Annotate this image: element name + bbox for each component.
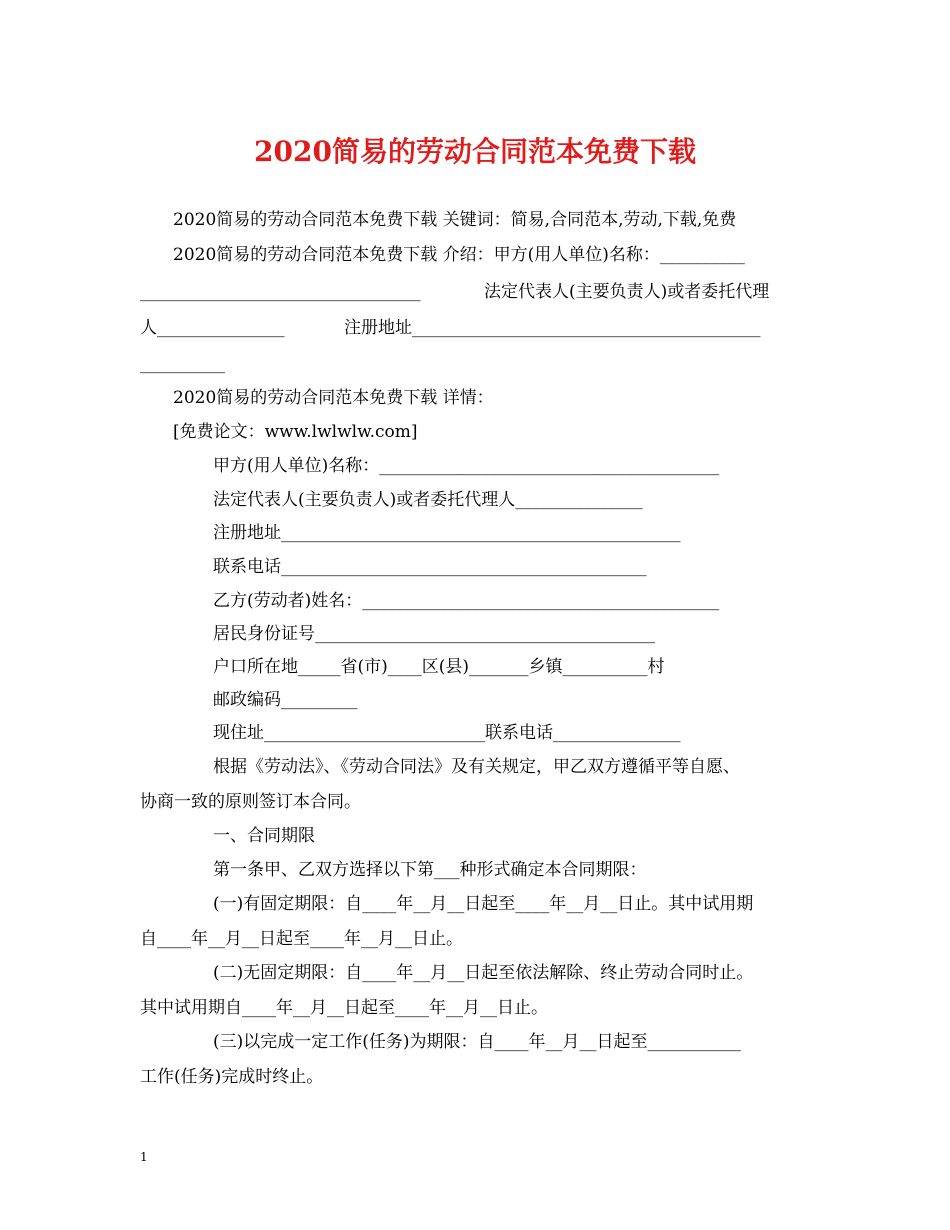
basis-paragraph-line1: 根据《劳动法》、《劳动合同法》及有关规定，甲乙双方遵循平等自愿、 (213, 757, 740, 777)
task-term-line2: 工作(任务)完成时终止。 (140, 1067, 324, 1087)
party-b-current-address: 现住址__________________________联系电话_______________ (213, 723, 681, 743)
party-a-phone: 联系电话___________________________________________ (213, 557, 647, 577)
party-b-postcode: 邮政编码_________ (213, 690, 358, 710)
intro-address-line: 注册地址_________________________________________ (344, 318, 761, 338)
basis-paragraph-line2: 协商一致的原则签订本合同。 (140, 792, 361, 812)
article-one: 第一条甲、乙双方选择以下第___种形式确定本合同期限： (213, 860, 647, 880)
party-a-name: 甲方(用人单位)名称：________________________________________ (213, 456, 720, 476)
party-b-household: 户口所在地_____省(市)____区(县)_______乡镇__________村 (213, 657, 665, 677)
intro-line: 2020简易的劳动合同范本免费下载 介绍：甲方(用人单位)名称：__________ (173, 245, 745, 265)
page-number: 1 (140, 1150, 148, 1164)
open-term-line1: (二)无固定期限：自____年__月__日起至依法解除、终止劳动合同时止。 (213, 963, 754, 983)
intro-blank-tail: __________ (140, 354, 225, 374)
document-title: 2020简易的劳动合同范本免费下载 (254, 135, 696, 168)
details-line: 2020简易的劳动合同范本免费下载 详情： (173, 388, 494, 408)
intro-person-line: 人_______________ (140, 318, 285, 338)
intro-representative-line: 法定代表人(主要负责人)或者委托代理 (484, 282, 770, 302)
fixed-term-line2: 自____年__月__日起至____年__月__日止。 (140, 929, 463, 949)
open-term-line2: 其中试用期自____年__月__日起至____年__月__日止。 (140, 998, 548, 1018)
party-a-address: 注册地址_______________________________________________ (213, 523, 681, 543)
intro-blank-line: _________________________________ (140, 282, 421, 302)
source-line: [免费论文：www.lwlwlw.com] (173, 422, 418, 442)
party-a-representative: 法定代表人(主要负责人)或者委托代理人_______________ (213, 490, 643, 510)
party-b-id: 居民身份证号________________________________________ (213, 624, 655, 644)
keywords-line: 2020简易的劳动合同范本免费下载 关键词：简易,合同范本,劳动,下载,免费 (173, 210, 737, 230)
party-b-name: 乙方(劳动者)姓名：__________________________________________ (213, 591, 720, 611)
task-term-line1: (三)以完成一定工作(任务)为期限：自____年__月__日起至___________ (213, 1032, 742, 1052)
fixed-term-line1: (一)有固定期限：自____年__月__日起至____年__月__日止。其中试用期 (213, 894, 754, 914)
section-contract-term: 一、合同期限 (213, 826, 315, 846)
